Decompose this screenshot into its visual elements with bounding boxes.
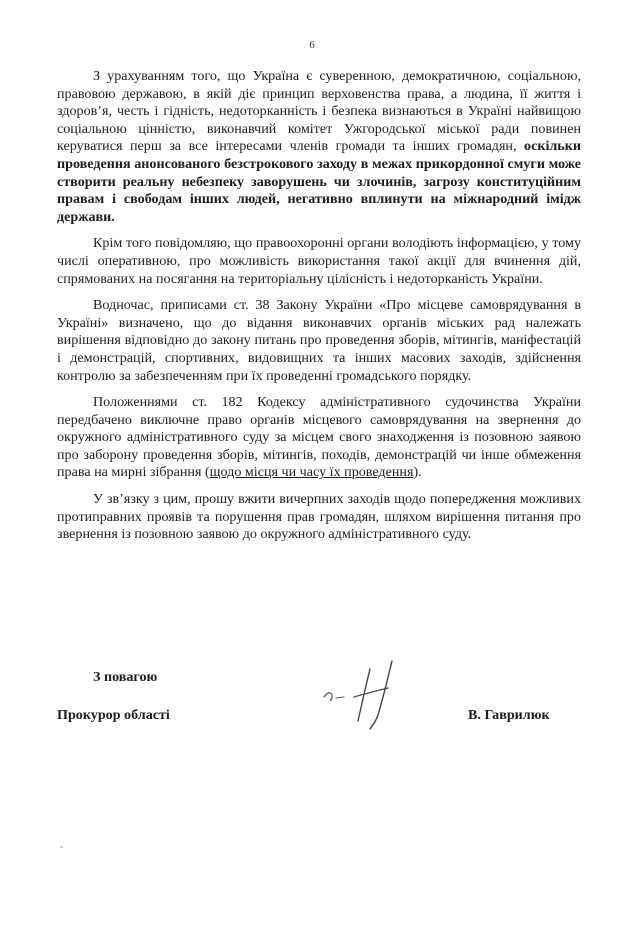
paragraph-4-end: ). bbox=[413, 464, 422, 481]
paragraph-2: Крім того повідомляю, що правоохоронні органи володіють інформацією, у тому числі оперативною, про можливість використання такої акції для вчинення дій, спрямованих на посягання на територіальну цілісність і недоторканість України. bbox=[57, 235, 581, 287]
handwritten-signature bbox=[318, 655, 408, 735]
paragraph-1-text: З урахуванням того, що Україна є суверенною, демократичною, соціальною, правовою державою, в якій діє принцип верховенства права, а людина, її життя і здоров’я, честь і гідність, недоторканність і безпека визнаються в Україні найвищою соціальною цінністю, виконавчий комітет Ужгородської міської ради повинен керуватися перш за все інтересами членів громади та інших громадян, bbox=[57, 68, 581, 155]
paragraph-4 bbox=[57, 394, 581, 482]
paragraph-5: У зв’язку з цим, прошу вжити вичерпних заходів щодо попередження можливих протиправних проявів та порушення прав громадян, шляхом вирішення питання про звернення із позовною заявою до окружного адміністративного суду. bbox=[57, 491, 581, 543]
paragraph-1 bbox=[57, 68, 581, 226]
page-number: 6 bbox=[309, 39, 315, 51]
paragraph-1-bold-text: оскільки проведення анонсованого безстрокового заходу в межах прикордонної смуги може створити реальну небезпеку заворушень чи злочинів, загрозу конституційним правам і свободам інших людей, негативно вплинути на міжнародний імідж держави. bbox=[57, 138, 581, 225]
paragraph-4-text: Положеннями ст. 182 Кодексу адміністративного судочинства України передбачено виключне право органів місцевого самоврядування на звернення до окружного адміністративного суду за місцем свого знаходження із позовною заявою про заборону проведення зборів, мітингів, походів, демонстрацій чи інше обмеження права на мирні зібрання ( bbox=[57, 394, 581, 481]
scan-speck bbox=[60, 846, 63, 848]
signatory-name: В. Гаврилюк bbox=[468, 707, 550, 723]
signatory-position: Прокурор області bbox=[57, 707, 170, 723]
closing-regards: З повагою bbox=[93, 669, 158, 685]
paragraph-3: Водночас, приписами ст. 38 Закону України «Про місцеве самоврядування в Україні» визначено, що до відання виконавчих органів міських рад належать вирішення відповідно до закону питань про проведення зборів, мітингів, маніфестацій і демонстрацій, спортивних, видовищних та інших масових заходів, здійснення контролю за забезпеченням при їх проведенні громадського порядку. bbox=[57, 297, 581, 384]
letter-body bbox=[57, 68, 581, 553]
paragraph-4-underlined-text: щодо місця чи часу їх проведення bbox=[209, 464, 414, 481]
